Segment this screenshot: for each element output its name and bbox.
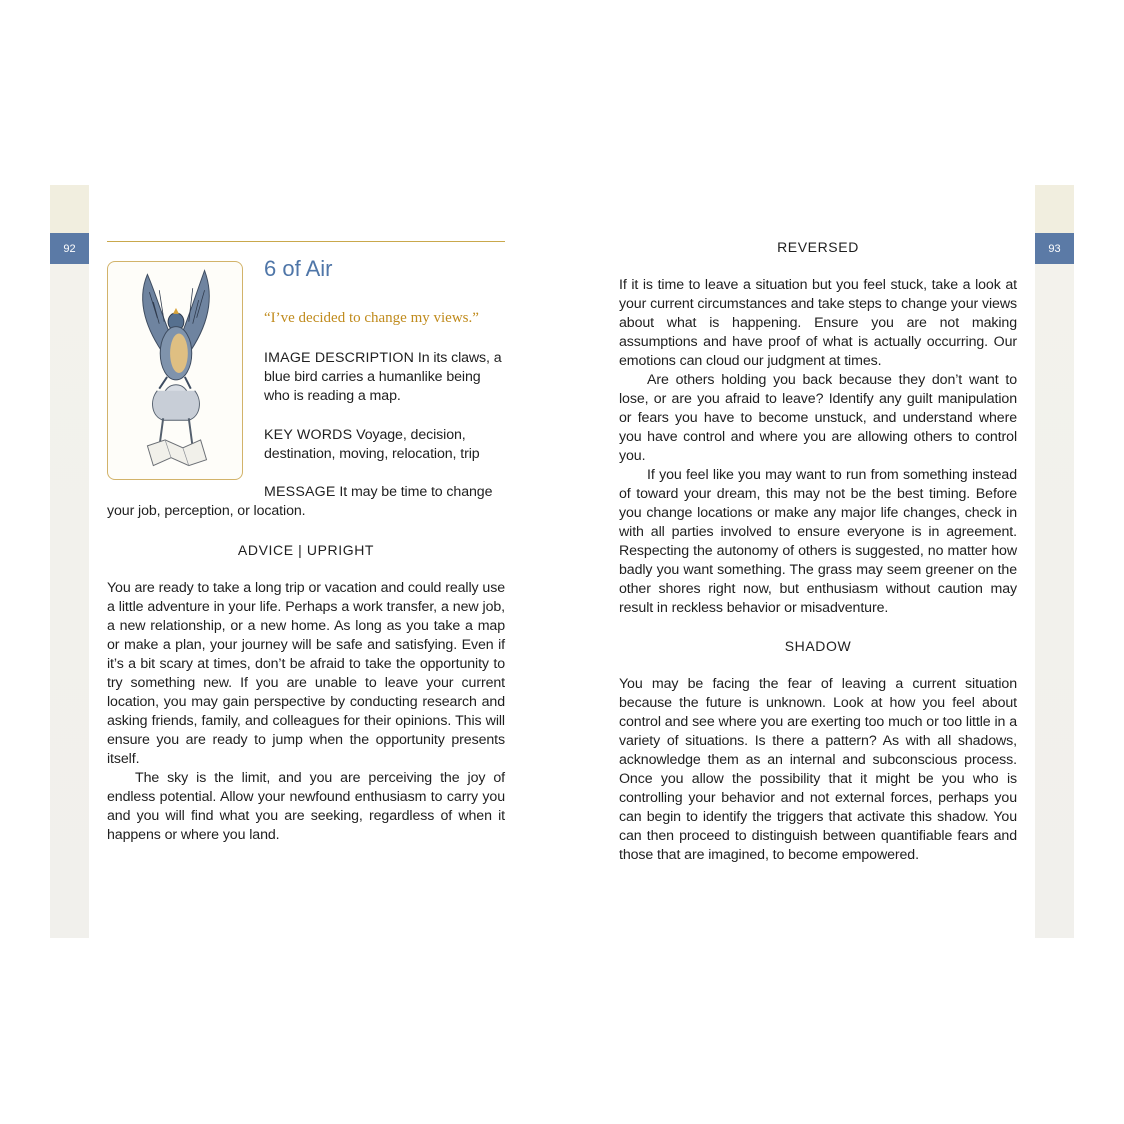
advice-paragraph: The sky is the limit, and you are perceiving the joy of endless potential. Allow your newfound enthusiasm to carry you and you will find what you are seeking, regardless of when it happens or where you land. bbox=[107, 770, 505, 843]
reversed-paragraph: Are others holding you back because they don’t want to lose, or are you afraid to leave? Identify any guilt manipulation or fears you have to become unstuck, and understand where you have control and where you are allowing others to control you. bbox=[619, 372, 1017, 464]
reversed-paragraph: If you feel like you may want to run from something instead of toward your dream, this may not be the best timing. Before you change locations or make any major life changes, check in with all parties involved to ensure everyone is in agreement. Respecting the autonomy of others is suggested, no matter how badly you want something. The grass may seem greener on the other shores right now, but enthusiasm without caution may result in reckless behavior or misadventure. bbox=[619, 467, 1017, 616]
card-quote: “I’ve decided to change my views.” bbox=[264, 310, 479, 326]
image-description-text: In its claws, a blue bird carries a humanlike being who is reading a map. bbox=[264, 350, 502, 404]
header-rule bbox=[107, 241, 505, 242]
image-description-label: IMAGE DESCRIPTION bbox=[264, 350, 415, 366]
page-number-right: 93 bbox=[1035, 233, 1074, 264]
bird-carrying-figure-illustration bbox=[108, 262, 242, 479]
message bbox=[107, 483, 505, 521]
right-page-edge bbox=[1035, 185, 1074, 938]
key-words-label: KEY WORDS bbox=[264, 427, 353, 443]
reversed-heading: REVERSED bbox=[777, 239, 859, 255]
key-words bbox=[264, 426, 505, 464]
image-description bbox=[264, 349, 505, 406]
reversed-body bbox=[619, 276, 1017, 618]
advice-paragraph: You are ready to take a long trip or vacation and could really use a little adventure in your life. Perhaps a work transfer, a new job, a new relationship, or a new home. As long as you take a map or make a plan, your journey will be safe and satisfying. Even if it’s a bit scary at times, don’t be afraid to take the opportunity to try something new. If you are unable to leave your current location, you may gain perspective by conducting research and asking friends, family, and colleagues for their opinions. This will ensure you are ready to jump when the opportunity presents itself. bbox=[107, 580, 505, 767]
advice-body bbox=[107, 579, 505, 845]
left-page-edge bbox=[50, 185, 89, 938]
shadow-paragraph: You may be facing the fear of leaving a current situation because the future is unknown. Look at how you feel about control and see where you are exerting too much or too little in a variety of situations. Is there a pattern? As with all shadows, acknowledge them as an internal and subconscious process. Once you allow the possibility that it might be you who is controlling your behavior and not external forces, perhaps you can begin to identify the triggers that activate this shadow. You can then proceed to distinguish between quantifiable fears and those that are imagined, to become empowered. bbox=[619, 676, 1017, 863]
page-number-left: 92 bbox=[50, 233, 89, 264]
card-title: 6 of Air bbox=[264, 256, 333, 281]
advice-heading: ADVICE | UPRIGHT bbox=[237, 542, 375, 558]
message-label: MESSAGE bbox=[264, 484, 336, 500]
key-words-text: Voyage, decision, destination, moving, relocation, trip bbox=[264, 427, 480, 462]
reversed-paragraph: If it is time to leave a situation but you feel stuck, take a look at your current circumstances and take steps to change your views about what is happening. Ensure you are not making assumptions and have proof of what is actually occurring. Our emotions can cloud our judgment at times. bbox=[619, 277, 1017, 369]
shadow-heading: SHADOW bbox=[784, 638, 852, 654]
tarot-card-image bbox=[107, 261, 243, 480]
shadow-body bbox=[619, 675, 1017, 865]
message-text: It may be time to change your job, perception, or location. bbox=[107, 484, 493, 519]
